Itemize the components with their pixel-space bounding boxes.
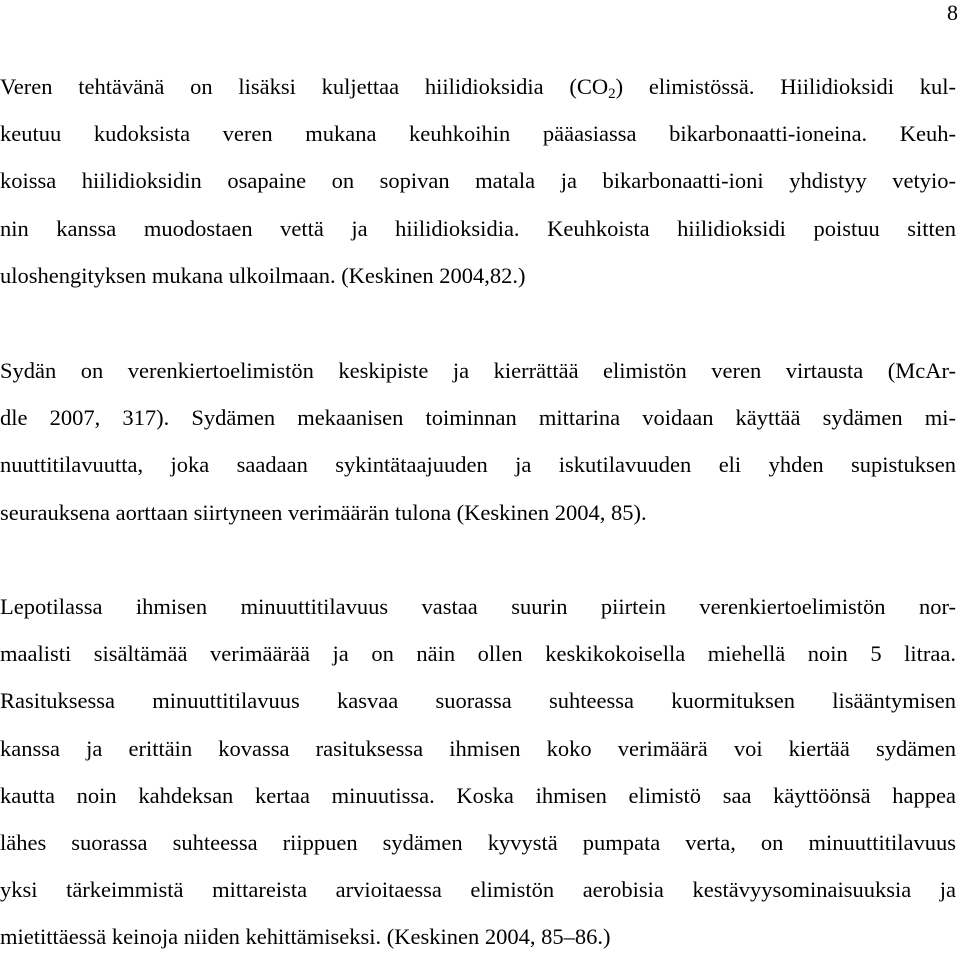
text-line: nin kanssa muodostaen vettä ja hiilidioksidia. Keuhkoista hiilidioksidi poistuu sitten — [0, 215, 956, 241]
text-line: maalisti sisältämää verimäärää ja on näin ollen keskikokoisella miehellä noin 5 litraa. — [0, 641, 956, 667]
text-line — [0, 63, 956, 110]
text-line: seurauksena aorttaan siirtyneen verimäärän tulona (Keskinen 2004, 85). — [0, 499, 647, 525]
page-number: 8 — [947, 0, 958, 25]
text-line: mietittäessä keinoja niiden kehittämiseksi. (Keskinen 2004, 85–86.) — [0, 924, 611, 950]
text-line: yksi tärkeimmistä mittareista arvioitaessa elimistön aerobisia kestävyysominaisuuksia ja — [0, 877, 956, 903]
text-segment: ) elimistössä. Hiilidioksidi kul- — [615, 74, 957, 99]
text-line: Rasituksessa minuuttitilavuus kasvaa suorassa suhteessa kuormituksen lisääntymisen — [0, 688, 956, 714]
text-line: lähes suorassa suhteessa riippuen sydämen kyvystä pumpata verta, on minuuttitilavuus — [0, 830, 956, 856]
text-line: kautta noin kahdeksan kertaa minuutissa. Koska ihmisen elimistö saa käyttöönsä happea — [0, 782, 956, 808]
text-line: uloshengityksen mukana ulkoilmaan. (Keskinen 2004,82.) — [0, 262, 526, 288]
text-line: Lepotilassa ihmisen minuuttitilavuus vastaa suurin piirtein verenkiertoelimistön nor- — [0, 594, 956, 619]
paragraph-heart-function — [0, 347, 956, 536]
text-line: dle 2007, 317). Sydämen mekaanisen toiminnan mittarina voidaan käyttää sydämen mi- — [0, 405, 956, 431]
text-line: nuuttitilavuutta, joka saadaan sykintätaajuuden ja iskutilavuuden eli yhden supistuksen — [0, 452, 956, 478]
text-line: keutuu kudoksista veren mukana keuhkoihin pääasiassa bikarbonaatti-ioneina. Keuh- — [0, 121, 956, 147]
paragraph-cardiac-output — [0, 583, 956, 961]
text-segment: Veren tehtävänä on lisäksi kuljettaa hiilidioksidia (CO — [0, 74, 609, 99]
text-line: Sydän on verenkiertoelimistön keskipiste ja kierrättää elimistön veren virtausta (McAr- — [0, 358, 956, 383]
subscript: 2 — [608, 86, 616, 102]
paragraph-carbon-dioxide-transport — [0, 63, 956, 299]
text-line: koissa hiilidioksidin osapaine on sopivan matala ja bikarbonaatti-ioni yhdistyy vetyio- — [0, 168, 956, 194]
text-line: kanssa ja erittäin kovassa rasituksessa ihmisen koko verimäärä voi kiertää sydämen — [0, 735, 956, 761]
